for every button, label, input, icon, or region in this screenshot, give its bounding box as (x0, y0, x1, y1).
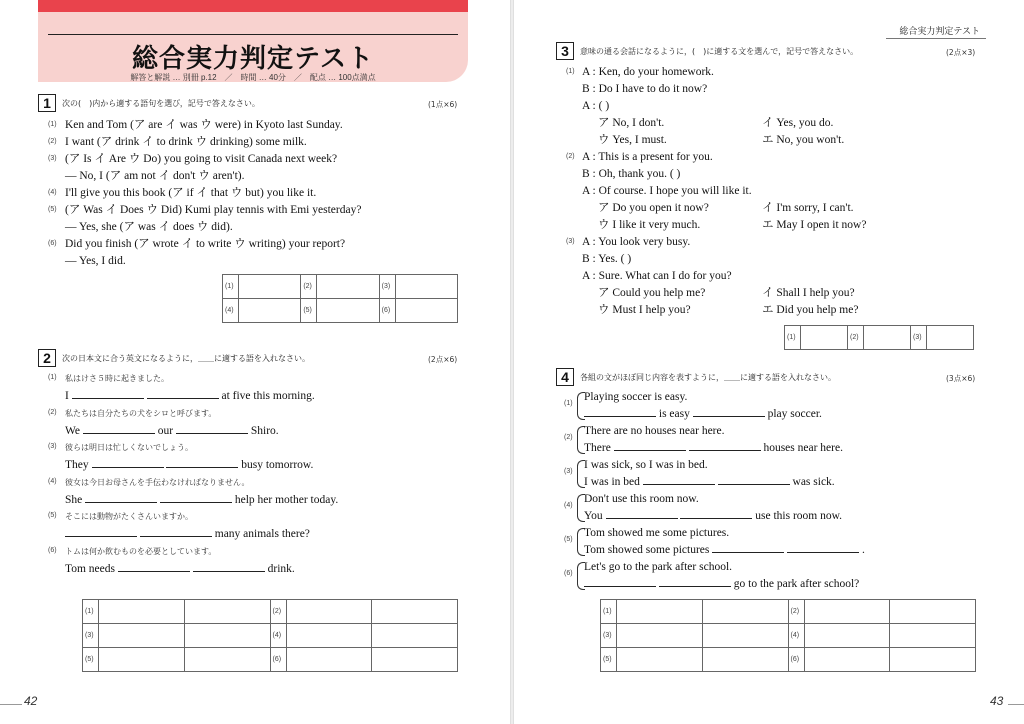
answer-blank (92, 458, 164, 468)
question-number: (5) (564, 536, 573, 543)
answer-label: (4) (270, 624, 286, 648)
rewrite-sentence (584, 542, 865, 558)
dialogue-line: A : Of course. I hope you will like it. (582, 185, 752, 197)
original-sentence: I was sick, so I was in bed. (584, 459, 708, 471)
question-line: — Yes, she (ア was イ does ウ did). (65, 221, 233, 233)
sentence-start: We (65, 424, 81, 437)
answer-box[interactable] (864, 326, 911, 350)
page-title: 総合実力判定テスト (132, 44, 374, 74)
answer-row (83, 624, 458, 648)
section-instruction: 各組の文がほぼ同じ内容を表すように，＿＿に適する語を入れなさい。 (580, 372, 836, 382)
english-sentence (65, 423, 279, 439)
english-sentence (65, 388, 315, 404)
right-page (514, 0, 1024, 724)
sentence-start: Tom showed some pictures (584, 544, 710, 556)
answer-grid-1 (222, 274, 458, 323)
answer-blank (65, 527, 137, 537)
question-number: (3) (48, 155, 57, 162)
answer-label: (1) (785, 326, 801, 350)
question-line: Ken and Tom (ア are イ was ウ were) in Kyoto last Sunday. (65, 119, 343, 131)
choice-option: ア No, I don't. (598, 117, 665, 129)
sentence-end: play soccer. (767, 408, 822, 420)
question-number: (3) (564, 468, 573, 475)
section-number: 3 (556, 42, 574, 60)
rewrite-sentence (584, 440, 843, 456)
question-number: (6) (564, 570, 573, 577)
dialogue-line: A : ( ) (582, 100, 610, 112)
answer-blank (584, 577, 656, 587)
answer-box[interactable] (395, 299, 457, 323)
answer-box[interactable] (372, 648, 458, 672)
sentence-start: They (65, 459, 89, 471)
title-banner (38, 12, 468, 82)
answer-label: (5) (601, 648, 617, 672)
section-instruction: 意味の通る会話になるように，( )に適する文を選んで，記号で答えなさい。 (580, 46, 859, 56)
answer-box[interactable] (804, 624, 890, 648)
question-number: (2) (48, 408, 57, 416)
sentence-end: Shiro. (250, 424, 279, 437)
answer-box[interactable] (286, 648, 372, 672)
sentence-end: . (861, 544, 865, 556)
section-number: 1 (38, 94, 56, 112)
rewrite-sentence (584, 474, 835, 490)
answer-label: (6) (788, 648, 804, 672)
answer-blank (659, 577, 731, 587)
answer-blank (643, 475, 715, 485)
dialogue-line: A : You look very busy. (582, 236, 691, 248)
answer-row (223, 299, 458, 323)
answer-label: (4) (788, 624, 804, 648)
question-line: — No, I (ア am not イ don't ウ aren't). (65, 170, 245, 182)
question-number: (3) (566, 238, 575, 245)
sentence-start: Tom needs (65, 562, 115, 575)
answer-box[interactable] (239, 299, 301, 323)
original-sentence: Don't use this room now. (584, 493, 699, 505)
question-number: (5) (48, 512, 57, 519)
choice-option: イ Shall I help you? (762, 287, 855, 299)
answer-box[interactable] (702, 624, 788, 648)
sentence-end: at five this morning. (221, 390, 315, 402)
question-number: (1) (48, 121, 57, 128)
question-number: (1) (564, 400, 573, 407)
japanese-sentence: トムは何か飲むものを必要としています。 (65, 546, 217, 556)
sentence-end: many animals there? (214, 528, 310, 540)
answer-grid-2 (82, 599, 458, 672)
answer-row (601, 624, 976, 648)
question-line: I want (ア drink イ to drink ウ drinking) some milk. (65, 136, 307, 148)
answer-box[interactable] (372, 600, 458, 624)
japanese-sentence: そこには動物がたくさんいますか。 (65, 512, 193, 521)
answer-row (785, 326, 974, 350)
question-line: I'll give you this book (ア if イ that ウ but) you like it. (65, 187, 317, 199)
answer-label: (2) (848, 326, 864, 350)
sentence-end: go to the park after school? (733, 578, 860, 590)
answer-blank (176, 424, 248, 434)
answer-grid-3 (784, 325, 974, 350)
answer-label: (5) (83, 648, 99, 672)
answer-box[interactable] (184, 648, 270, 672)
answer-label: (1) (83, 600, 99, 624)
answer-label: (6) (270, 648, 286, 672)
page-number: 42 (24, 694, 38, 708)
header-accent-bar (38, 0, 468, 12)
english-sentence (65, 492, 338, 508)
answer-box[interactable] (99, 648, 185, 672)
answer-label: (2) (270, 600, 286, 624)
choice-option: ア Could you help me? (598, 287, 706, 299)
answer-box[interactable] (801, 326, 848, 350)
answer-blank (166, 458, 238, 468)
answer-row (223, 275, 458, 299)
answer-row (83, 648, 458, 672)
answer-box[interactable] (184, 624, 270, 648)
answer-row (83, 600, 458, 624)
answer-box[interactable] (617, 600, 703, 624)
sentence-middle: our (157, 424, 174, 437)
answer-label: (1) (601, 600, 617, 624)
answer-blank (787, 543, 859, 553)
sentence-start: She (65, 493, 83, 506)
answer-blank (712, 543, 784, 553)
japanese-sentence: 私はけさ５時に起きました。 (65, 374, 169, 383)
answer-blank (689, 441, 761, 451)
page-number-rule (1008, 704, 1024, 705)
choice-option: ウ Yes, I must. (598, 134, 667, 146)
question-number: (5) (48, 206, 57, 213)
answer-box[interactable] (395, 275, 457, 299)
answer-box[interactable] (927, 326, 974, 350)
question-number: (1) (48, 374, 57, 381)
answer-grid-4 (600, 599, 976, 672)
answer-blank (693, 407, 765, 417)
answer-label: (3) (379, 275, 395, 299)
section-2-header (38, 349, 310, 367)
answer-box[interactable] (317, 275, 379, 299)
sentence-start: There (584, 442, 611, 454)
answer-box[interactable] (804, 600, 890, 624)
section-instruction: 次の( )内から適する語句を選び，記号で答えなさい。 (62, 98, 260, 108)
section-number: 4 (556, 368, 574, 386)
answer-box[interactable] (99, 600, 185, 624)
answer-box[interactable] (286, 600, 372, 624)
question-number: (6) (48, 240, 57, 247)
section-points: (2点×3) (946, 48, 976, 57)
answer-box[interactable] (617, 624, 703, 648)
sentence-start: You (584, 510, 603, 522)
page-number: 43 (990, 694, 1004, 708)
choice-option: エ No, you won't. (762, 134, 845, 146)
answer-box[interactable] (890, 624, 976, 648)
japanese-sentence: 彼らは明日は忙しくないでしょう。 (65, 443, 193, 452)
answer-blank (147, 389, 219, 399)
sentence-end: drink. (267, 562, 295, 575)
rewrite-sentence (584, 406, 822, 422)
sentence-end: was sick. (792, 476, 835, 488)
answer-box[interactable] (317, 299, 379, 323)
dialogue-line: A : Sure. What can I do for you? (582, 270, 732, 282)
answer-blank (118, 562, 190, 572)
answer-blank (614, 441, 686, 451)
question-number: (4) (48, 477, 57, 485)
dialogue-line: A : This is a present for you. (582, 151, 713, 163)
answer-blank (83, 424, 155, 434)
answer-blank (160, 493, 232, 503)
answer-label: (2) (301, 275, 317, 299)
english-sentence (65, 457, 313, 473)
answer-blank (584, 407, 656, 417)
sentence-start: I was in bed (584, 476, 640, 488)
choice-option: エ Did you help me? (762, 304, 859, 316)
left-page (0, 0, 510, 724)
section-number: 2 (38, 349, 56, 367)
answer-label: (1) (223, 275, 239, 299)
section-instruction: 次の日本文に合う英文になるように，＿＿に適する語を入れなさい。 (62, 353, 310, 363)
answer-blank (72, 389, 144, 399)
answer-blank (85, 493, 157, 503)
choice-option: ウ Must I help you? (598, 304, 691, 316)
dialogue-line: B : Oh, thank you. ( ) (582, 168, 681, 180)
answer-box[interactable] (239, 275, 301, 299)
sentence-end: houses near here. (763, 442, 843, 454)
answer-label: (3) (83, 624, 99, 648)
answer-blank (140, 527, 212, 537)
question-number: (2) (48, 138, 57, 145)
answer-blank (680, 509, 752, 519)
original-sentence: Playing soccer is easy. (584, 391, 688, 403)
page-number-rule (0, 704, 22, 705)
question-number: (1) (566, 68, 575, 75)
section-points: (3点×6) (946, 374, 976, 383)
section-points: (1点×6) (428, 100, 458, 109)
dialogue-line: B : Yes. ( ) (582, 253, 632, 265)
sentence-end: help her mother today. (234, 493, 339, 506)
original-sentence: There are no houses near here. (584, 425, 725, 437)
test-info: 解答と解説 … 別冊 p.12 ／ 時間 … 40分 ／ 配点 … 100点満点 (130, 73, 376, 82)
dialogue-line: B : Do I have to do it now? (582, 83, 708, 95)
english-sentence (65, 526, 310, 542)
sentence-start: I (65, 390, 69, 402)
original-sentence: Let's go to the park after school. (584, 561, 733, 573)
answer-box[interactable] (890, 648, 976, 672)
japanese-sentence: 彼女は今日お母さんを手伝わなければなりません。 (65, 477, 250, 487)
choice-option: ウ I like it very much. (598, 219, 701, 231)
answer-label: (4) (223, 299, 239, 323)
question-number: (3) (48, 443, 57, 450)
answer-label: (2) (788, 600, 804, 624)
question-line: — Yes, I did. (65, 255, 126, 267)
rewrite-sentence (584, 576, 859, 592)
answer-box[interactable] (890, 600, 976, 624)
answer-box[interactable] (286, 624, 372, 648)
answer-box[interactable] (617, 648, 703, 672)
question-number: (6) (48, 546, 57, 554)
section-3-header (556, 42, 858, 60)
question-number: (2) (566, 153, 575, 160)
choice-option: イ I'm sorry, I can't. (762, 202, 854, 214)
question-line: Did you finish (ア wrote イ to write ウ writing) your report? (65, 238, 346, 250)
answer-box[interactable] (702, 600, 788, 624)
section-4-header (556, 368, 836, 386)
dialogue-line: A : Ken, do your homework. (582, 66, 714, 78)
sentence-middle: is easy (658, 408, 690, 420)
answer-label: (3) (911, 326, 927, 350)
answer-box[interactable] (184, 600, 270, 624)
japanese-sentence: 私たちは自分たちの犬をシロと呼びます。 (65, 408, 217, 418)
answer-row (601, 600, 976, 624)
rewrite-sentence (584, 508, 842, 524)
english-sentence (65, 561, 295, 577)
choice-option: ア Do you open it now? (598, 202, 709, 214)
answer-label: (6) (379, 299, 395, 323)
answer-box[interactable] (702, 648, 788, 672)
sentence-end: busy tomorrow. (241, 459, 314, 471)
answer-blank (193, 562, 265, 572)
answer-box[interactable] (372, 624, 458, 648)
section-points: (2点×6) (428, 355, 458, 364)
question-line: (ア Was イ Does ウ Did) Kumi play tennis with Emi yesterday? (65, 204, 362, 216)
title-rule (48, 34, 458, 35)
answer-box[interactable] (99, 624, 185, 648)
answer-label: (5) (301, 299, 317, 323)
sentence-end: use this room now. (755, 510, 843, 522)
answer-box[interactable] (804, 648, 890, 672)
choice-option: イ Yes, you do. (762, 117, 834, 129)
running-head: 総合実力判定テスト (899, 27, 980, 37)
answer-blank (718, 475, 790, 485)
question-line: (ア Is イ Are ウ Do) you going to visit Canada next week? (65, 153, 338, 165)
question-number: (4) (564, 502, 573, 509)
original-sentence: Tom showed me some pictures. (584, 527, 730, 539)
question-number: (2) (564, 434, 573, 441)
running-head-rule (886, 38, 986, 39)
answer-row (601, 648, 976, 672)
question-number: (4) (48, 189, 57, 196)
answer-blank (606, 509, 678, 519)
section-1-header (38, 94, 260, 112)
choice-option: エ May I open it now? (762, 219, 867, 231)
answer-label: (3) (601, 624, 617, 648)
